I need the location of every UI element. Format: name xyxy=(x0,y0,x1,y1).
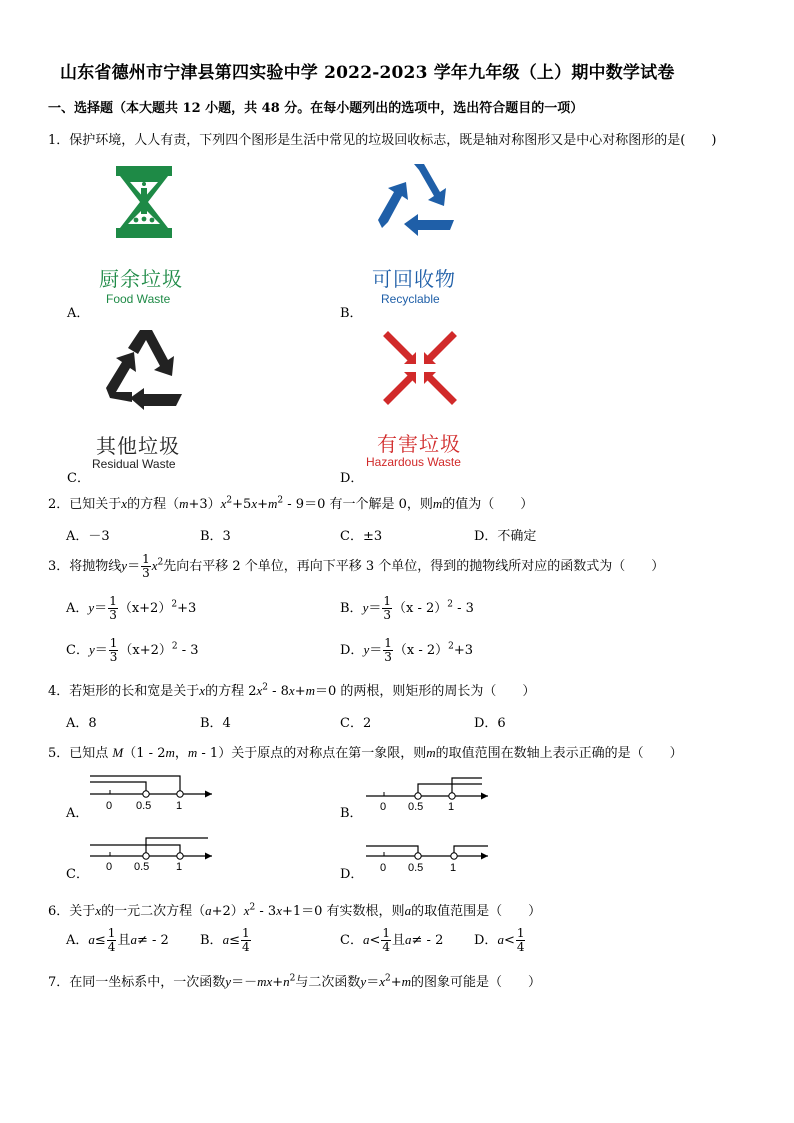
q4-option-b[interactable]: B．4 xyxy=(200,716,231,731)
tick-1: 1 xyxy=(448,801,455,813)
tick-1: 1 xyxy=(450,862,457,874)
tick-1: 1 xyxy=(176,800,183,812)
tick-0: 0 xyxy=(380,801,387,813)
recyclable-label-en: Recyclable xyxy=(381,292,440,306)
hazardous-waste-label-en: Hazardous Waste xyxy=(366,455,461,469)
q5-option-d[interactable]: D． xyxy=(340,867,364,882)
tick-0: 0 xyxy=(106,800,113,812)
q5-option-b[interactable]: B． xyxy=(340,806,363,821)
tick-05: 0.5 xyxy=(408,862,424,874)
page-title: 山东省德州市宁津县第四实验中学 2022-2023 学年九年级（上）期中数学试卷 xyxy=(60,63,675,83)
number-line-b xyxy=(362,772,492,818)
number-line-d xyxy=(362,834,492,880)
food-waste-label-en: Food Waste xyxy=(106,292,171,306)
q2-option-b[interactable]: B．3 xyxy=(200,529,231,544)
question-1-stem: 1．保护环境，人人有责，下列四个图形是生活中常见的垃圾回收标志，既是轴对称图形又是中心对称图形的是( ) xyxy=(48,133,717,148)
q3-option-b[interactable]: B．y＝ $\frac{1}{3}$ （x - 2）$^2$ - 3 xyxy=(340,594,474,622)
tick-05: 0.5 xyxy=(136,800,152,812)
food-waste-option[interactable] xyxy=(112,164,176,244)
q6-option-d[interactable]: D．a< $\frac{1}{4}$ xyxy=(474,926,525,954)
section-heading: 一、选择题（本大题共 12 小题，共 48 分。在每小题列出的选项中，选出符合题目的一项） xyxy=(48,101,584,116)
option-letter: D． xyxy=(340,471,364,486)
tick-05: 0.5 xyxy=(408,801,424,813)
q6-option-c[interactable]: C．a< $\frac{1}{4}$ 且a≠ - 2 xyxy=(340,926,444,954)
question-5-stem: 5．已知点 M（1 - 2m，m - 1）关于原点的对称点在第一象限，则m的取值范围在数轴上表示正确的是（ ） xyxy=(48,745,683,761)
question-4-stem: 4．若矩形的长和宽是关于x的方程 $2x^2 - 8x+m=0$ 的两根，则矩形的周长为（ ） xyxy=(48,682,536,699)
recyclable-option[interactable] xyxy=(374,158,464,242)
number-line-a xyxy=(86,768,216,816)
food-waste-label-cn: 厨余垃圾 xyxy=(99,267,183,291)
q3-option-d[interactable]: D．y＝ $\frac{1}{3}$ （x - 2）$^2$+3 xyxy=(340,636,474,664)
q3-option-a[interactable]: A．y＝ $\frac{1}{3}$ $(x+2)^2+3$ xyxy=(66,594,197,622)
option-letter: A． xyxy=(67,306,90,321)
converging-arrows-icon xyxy=(382,330,458,406)
option-letter: B． xyxy=(340,306,363,321)
q2-option-a[interactable]: A．－3 xyxy=(66,529,110,544)
tick-0: 0 xyxy=(380,862,387,874)
hazardous-waste-label-cn: 有害垃圾 xyxy=(377,432,461,456)
q2-option-d[interactable]: D．不确定 xyxy=(474,529,537,544)
option-letter: C． xyxy=(67,471,90,486)
q4-option-c[interactable]: C．2 xyxy=(340,716,372,731)
residual-waste-label-cn: 其他垃圾 xyxy=(96,434,180,458)
q3-option-c[interactable]: C．y＝ $\frac{1}{3}$ $(x+2)^2 - 3$ xyxy=(66,636,199,664)
residual-waste-label-en: Residual Waste xyxy=(92,457,176,471)
question-6-stem: 6．关于x的一元二次方程$(a+2)x^2 - 3x+1=0$ 有实数根，则a的取值范围是（ ） xyxy=(48,902,542,919)
question-7-stem: 7．在同一坐标系中，一次函数$y=-mx+n^2$与二次函数$y=x^2+m$的图象可能是（ ） xyxy=(48,973,542,990)
q4-option-a[interactable]: A．8 xyxy=(66,716,97,731)
recyclable-label-cn: 可回收物 xyxy=(372,267,456,291)
tick-0: 0 xyxy=(106,861,113,873)
recycle-arrows-icon xyxy=(374,158,464,238)
question-3-stem: 3．将抛物线y＝ $\frac{1}{3}$ $x^2$先向右平移 2 个单位，再向下平移 3 个单位，得到的抛物线所对应的函数式为（ ） xyxy=(48,552,665,580)
tick-1: 1 xyxy=(176,861,183,873)
q4-option-d[interactable]: D．6 xyxy=(474,716,506,731)
q6-option-b[interactable]: B．a≤ $\frac{1}{4}$ xyxy=(200,926,250,954)
q5-option-c[interactable]: C． xyxy=(66,867,89,882)
q2-option-c[interactable]: C．±3 xyxy=(340,529,383,544)
tick-05: 0.5 xyxy=(134,861,150,873)
question-2-stem: 2．已知关于x的方程$(m+3)x^2+5x+m^2 - 9=0$ 有一个解是 0，则m的值为（ ） xyxy=(48,495,534,512)
residual-waste-option[interactable] xyxy=(104,326,188,414)
number-line-c xyxy=(86,832,216,878)
hourglass-icon xyxy=(112,164,176,240)
hazardous-waste-option[interactable] xyxy=(382,330,458,410)
q6-option-a[interactable]: A．a≤ $\frac{1}{4}$ 且a≠ - 2 xyxy=(66,926,169,954)
recycle-arrows-icon xyxy=(104,326,188,410)
q5-option-a[interactable]: A． xyxy=(66,806,89,821)
